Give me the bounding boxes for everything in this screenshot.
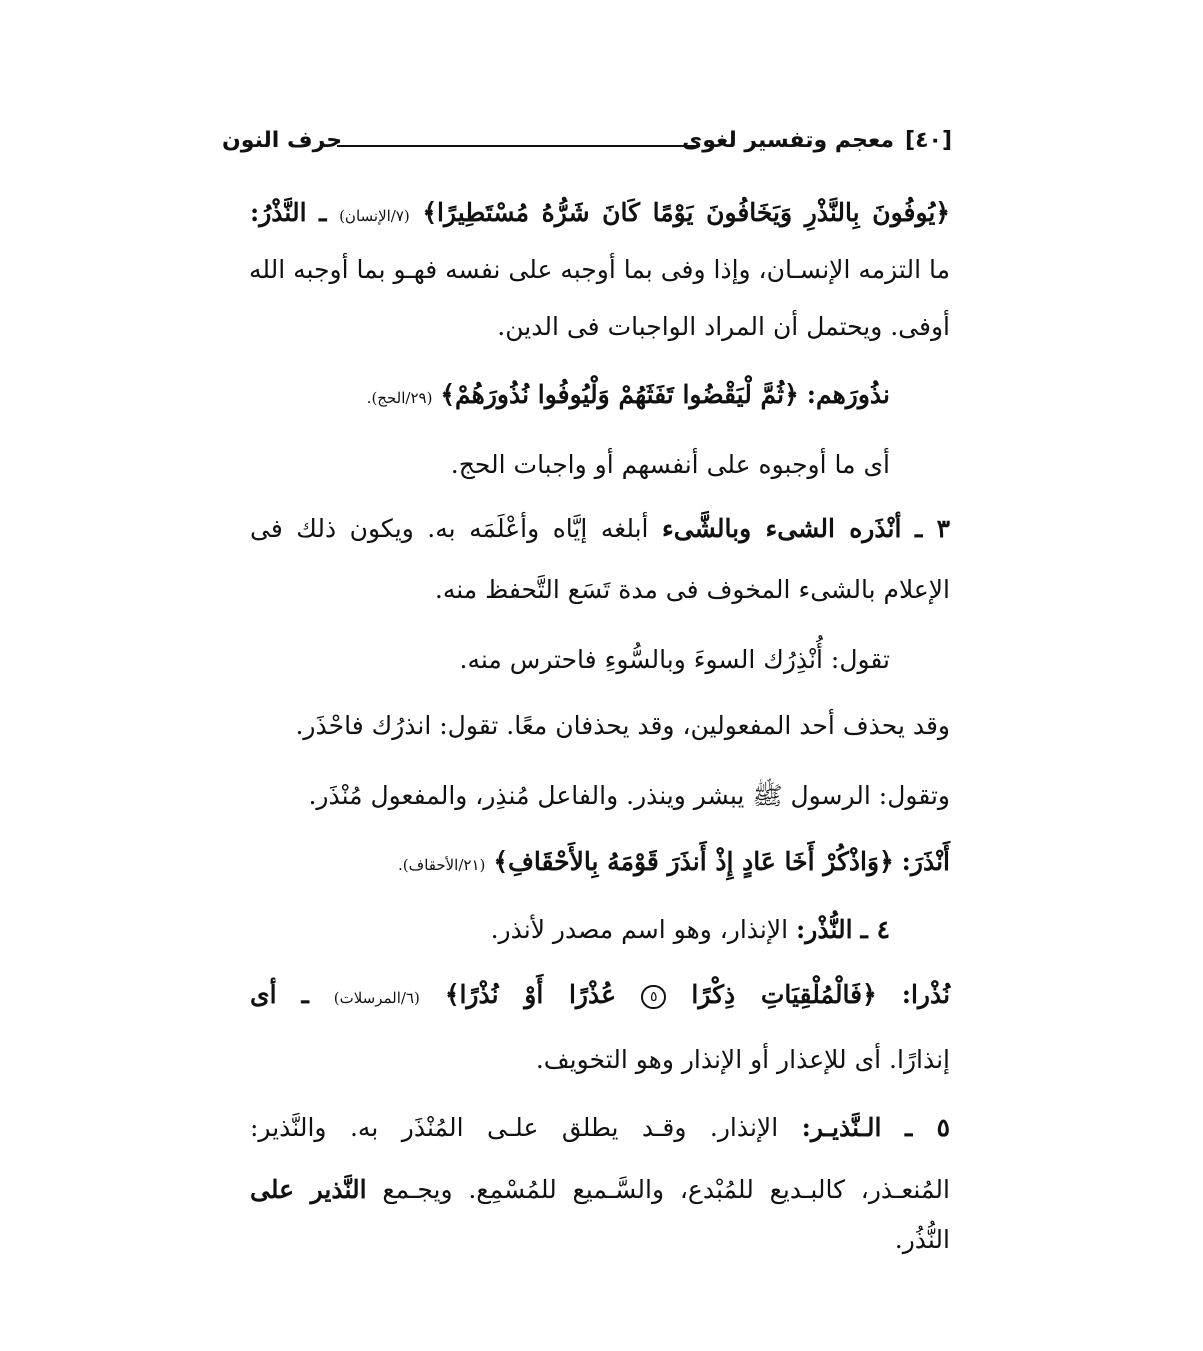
quran-quote: ﴿فَالْمُلْقِيَاتِ ذِكْرًا <box>691 980 877 1009</box>
text-line-8: تقول: أُنْذِرُك السوءَ وبالسُّوءِ فاحترس منه. <box>459 645 890 674</box>
text-line-6 <box>250 509 950 549</box>
entry-number: ٤ ـ <box>860 915 890 944</box>
text-line-9: وقد يحذف أحد المفعولين، وقد يحذفان معًا. تقول: انذرُك فاحْذَر. <box>295 711 950 740</box>
text-line-11 <box>398 842 950 885</box>
quran-quote: ﴿ثُمَّ لْيَقْضُوا تَفَثَهُمْ وَلْيُوفُوا نُذُورَهُمْ﴾ <box>440 380 799 409</box>
text-line-17: النُّذُر. <box>894 1225 950 1254</box>
text-line-7: الإعلام بالشىء المخوف فى مدة تَسَع التَّحفظ منه. <box>434 575 950 604</box>
entry-definition: الإنذار. وقـد يطلق علـى المُنْذَر به. والنَّذير: <box>250 1113 779 1142</box>
book-title: معجم وتفسير لغوى <box>682 128 894 153</box>
verse-reference: (٢٩/الحج). <box>366 389 433 407</box>
entry-definition: أبلغه إيَّاه وأعْلَمَه به. ويكون ذلك فى <box>250 514 649 543</box>
entry-number: ٣ ـ <box>914 514 950 543</box>
entry-term: الـنَّذيـر: <box>801 1113 882 1142</box>
text-line-14: إنذارًا. أى للإعذار أو الإنذار وهو التخويف. <box>535 1045 950 1074</box>
section-title: حرف النون <box>222 128 343 153</box>
dash: ـ <box>319 198 327 227</box>
entry-number: ٥ ـ <box>905 1113 951 1142</box>
header-rule <box>337 145 700 147</box>
quran-quote: ﴿وَاذْكُرْ أَخَا عَادٍ إِذْ أَنذَرَ قَوْمَهُ بِالأَحْقَافِ﴾ <box>493 847 894 876</box>
text-line-12 <box>491 910 890 950</box>
quran-quote: عُذْرًا أَوْ نُذْرًا﴾ <box>444 980 616 1009</box>
text-line-2: ما التزمه الإنسـان، وإذا وفى بما أوجبه على نفسه فهـو بما أوجبه الله <box>248 255 950 284</box>
verse-reference: (٢١/الأحقاف). <box>398 856 486 874</box>
text-line-5: أى ما أوجبوه على أنفسهم أو واجبات الحج. <box>450 450 890 479</box>
line-end-word: أى <box>250 980 277 1009</box>
text-line-16 <box>250 1170 950 1210</box>
dash: ـ <box>301 980 309 1009</box>
running-header <box>222 128 952 168</box>
text-line-10: وتقول: الرسول ﷺ يبشر وينذر. والفاعل مُنذِر، والمفعول مُنْذَر. <box>308 781 950 810</box>
verse-reference: (٧/الإنسان) <box>339 207 410 225</box>
entry-definition: المُنعـذر، كالبـديع للمُبْدع، والسَّـميع للمُسْمِع. ويجـمع <box>382 1175 950 1204</box>
text-line-13 <box>250 975 950 1018</box>
page-number: [٤٠] <box>905 128 952 153</box>
entry-term: أَنْذَرَ: <box>901 847 950 876</box>
text-line-4 <box>367 375 890 418</box>
entry-term: نذُورَهم: <box>806 380 890 409</box>
entry-term: النُّذْر: <box>796 915 853 944</box>
entry-term: أنْذَره الشىء وبالشَّىء <box>662 514 902 543</box>
verse-reference: (٦/المرسلات) <box>333 989 420 1007</box>
text-line-3: أوفى. ويحتمل أن المراد الواجبات فى الدين. <box>497 312 950 341</box>
text-line-15 <box>250 1108 950 1148</box>
entry-definition: الإنذار، وهو اسم مصدر لأنذر. <box>490 915 789 944</box>
entry-term: نُذْرا: <box>901 980 951 1009</box>
verse-end-symbol: ٥ <box>641 985 667 1009</box>
text-line-1 <box>250 193 950 236</box>
entry-term: النَّذْرُ: <box>250 198 307 227</box>
entry-term: النَّذير على <box>250 1175 367 1204</box>
quran-quote: ﴿يُوفُونَ بِالنَّذْرِ وَيَخَافُونَ يَوْمًا كَانَ شَرُّهُ مُسْتَطِيرًا﴾ <box>422 198 950 227</box>
